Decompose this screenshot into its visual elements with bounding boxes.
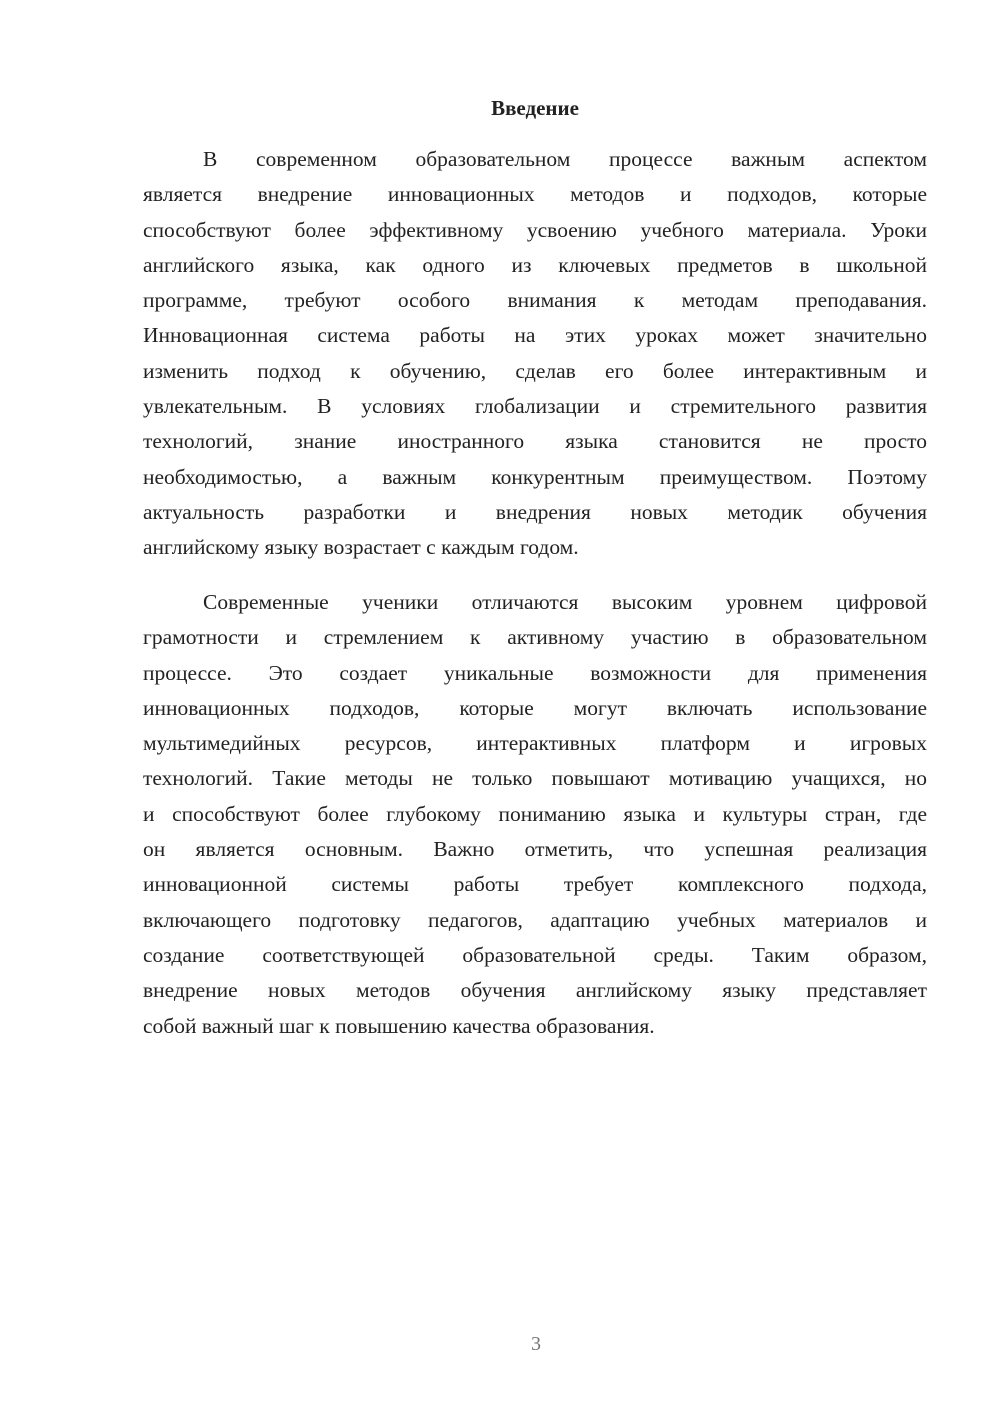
section-heading: Введение xyxy=(491,96,579,120)
text-line: английского языка, как одного из ключевых предметов в школьной xyxy=(143,252,927,277)
text-line: грамотности и стремлением к активному участию в образовательном xyxy=(143,625,927,650)
text-line: способствуют более эффективному усвоению учебного материала. Уроки xyxy=(143,217,927,242)
text-line: процессе. Это создает уникальные возможности для применения xyxy=(143,660,927,685)
text-line: создание соответствующей образовательной среды. Таким образом, xyxy=(143,942,927,967)
text-line: внедрение новых методов обучения английскому языку представляет xyxy=(143,978,927,1003)
text-line: увлекательным. В условиях глобализации и стремительного развития xyxy=(143,394,927,419)
text-line: Инновационная система работы на этих уроках может значительно xyxy=(143,323,927,348)
text-line: Современные ученики отличаются высоким уровнем цифровой xyxy=(203,590,927,614)
text-line: необходимостью, а важным конкурентным преимуществом. Поэтому xyxy=(143,464,927,489)
text-line: включающего подготовку педагогов, адаптацию учебных материалов и xyxy=(143,907,927,932)
text-line: технологий, знание иностранного языка становится не просто xyxy=(143,429,927,454)
page-number: 3 xyxy=(531,1333,541,1355)
text-line: инновационных подходов, которые могут включать использование xyxy=(143,695,927,720)
text-line: собой важный шаг к повышению качества образования. xyxy=(143,1013,655,1038)
text-line: английскому языку возрастает с каждым годом. xyxy=(143,535,579,560)
text-line: и способствуют более глубокому пониманию языка и культуры стран, где xyxy=(143,801,927,826)
text-line: он является основным. Важно отметить, что успешная реализация xyxy=(143,837,927,862)
text-line: В современном образовательном процессе важным аспектом xyxy=(203,147,927,171)
paragraph-1 xyxy=(143,142,927,566)
text-line: является внедрение инновационных методов и подходов, которые xyxy=(143,182,927,207)
text-line: программе, требуют особого внимания к методам преподавания. xyxy=(143,288,927,313)
text-line: технологий. Такие методы не только повышают мотивацию учащихся, но xyxy=(143,766,927,791)
paragraph-2 xyxy=(143,585,927,1044)
text-line: мультимедийных ресурсов, интерактивных платформ и игровых xyxy=(143,731,927,756)
text-line: изменить подход к обучению, сделав его более интерактивным и xyxy=(143,358,927,383)
text-line: инновационной системы работы требует комплексного подхода, xyxy=(143,872,927,897)
text-line: актуальность разработки и внедрения новых методик обучения xyxy=(143,499,927,524)
